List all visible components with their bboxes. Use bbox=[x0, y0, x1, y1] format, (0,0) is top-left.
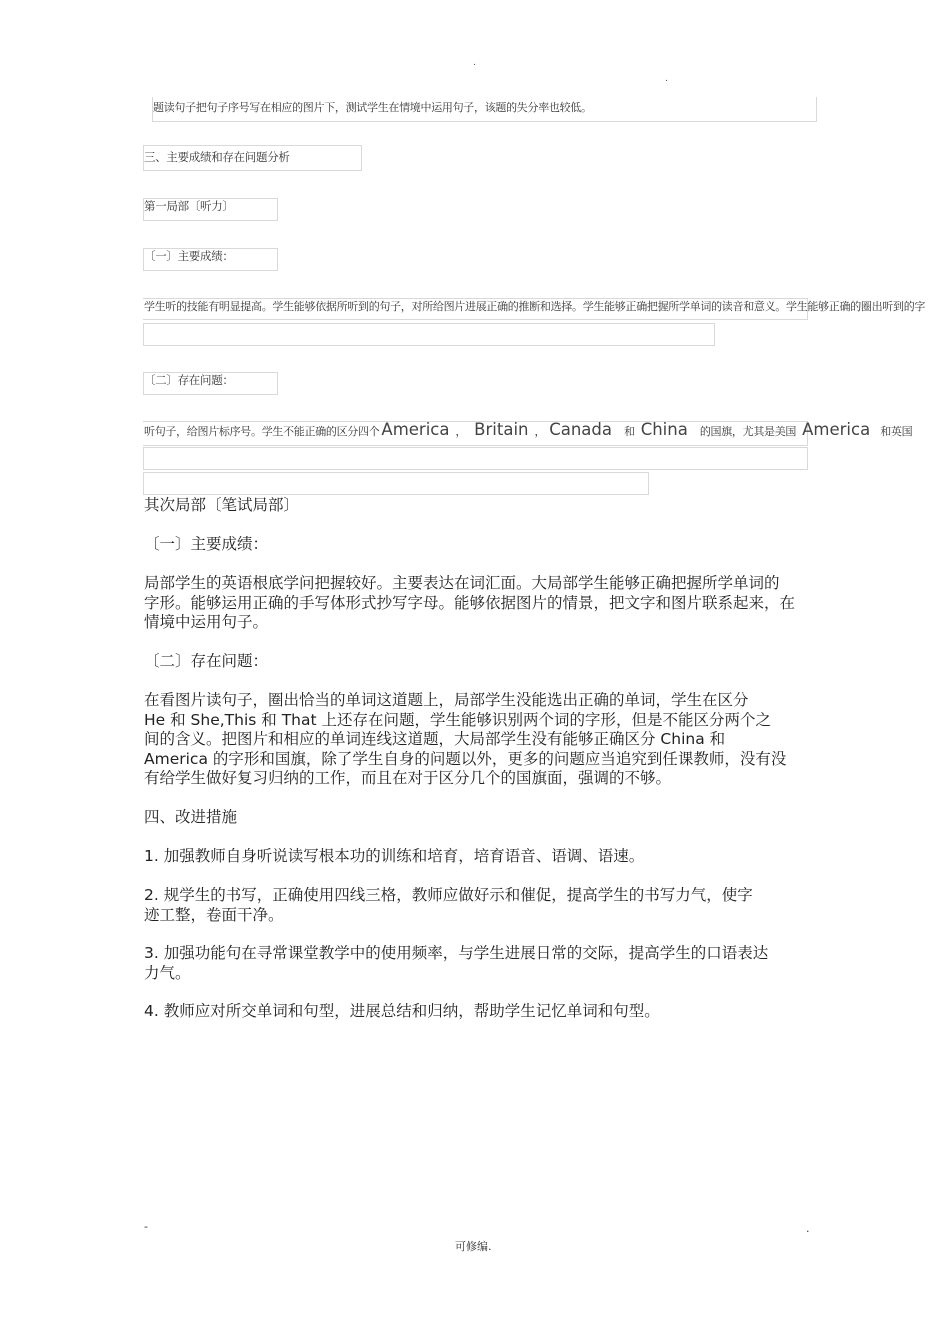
measure-line: 1. 加强教师自身听说读写根本功的训练和培育，培育语音、语调、语速。 bbox=[144, 847, 645, 865]
measure-item-1 bbox=[144, 847, 810, 867]
problems-text-a: 听句子，给图片标序号。学生不能正确的区分四个 bbox=[144, 425, 380, 438]
line-box bbox=[143, 472, 649, 495]
measure-item-3 bbox=[144, 944, 810, 983]
part2-title-text: 其次局部〔笔试局部〕 bbox=[144, 496, 300, 514]
word-china: China bbox=[640, 420, 688, 439]
paragraph-line: 有给学生做好复习归纳的工作，而且在对于区分几个的国旗面，强调的不够。 bbox=[144, 769, 672, 787]
part2-title bbox=[144, 496, 810, 516]
measure-line: 2. 规学生的书写，正确使用四线三格，教师应做好示和催促，提高学生的书写力气，使字 bbox=[144, 886, 753, 904]
measure-line: 3. 加强功能句在寻常课堂教学中的使用频率，与学生进展日常的交际，提高学生的口语表达 bbox=[144, 944, 769, 962]
part1-problems-text bbox=[144, 420, 912, 439]
footer-editable-note: 可修编. bbox=[455, 1240, 492, 1253]
header-dot-right: . bbox=[665, 74, 668, 84]
section-heading-4-text: 四、改进措施 bbox=[144, 808, 238, 826]
problems-text-flags: 的国旗，尤其是美国 bbox=[699, 425, 797, 438]
paragraph-line: 在看图片读句子，圈出恰当的单词这道题上，局部学生没能选出正确的单词，学生在区分 bbox=[144, 691, 749, 709]
footer-dash: - bbox=[144, 1220, 148, 1233]
paragraph-line: 间的含义。把图片和相应的单词连线这道题，大局部学生没有能够正确区分 China 和 bbox=[144, 730, 726, 748]
line-box bbox=[143, 323, 715, 346]
paragraph-line: 字形。能够运用正确的手写体形式抄写字母。能够依据图片的情景，把文字和图片联系起来，在 bbox=[144, 593, 796, 612]
part2-problems-label-text: 〔二〕存在问题： bbox=[144, 652, 269, 670]
word-america: America bbox=[381, 420, 450, 439]
comma: ， bbox=[455, 425, 467, 438]
paragraph-line: America 的字形和国旗，除了学生自身的问题以外，更多的问题应当追究到任课教师，没有没 bbox=[144, 749, 787, 768]
measure-item-2 bbox=[144, 886, 810, 925]
paragraph-line: 局部学生的英语根底学问把握较好。主要表达在词汇面。大局部学生能够正确把握所学单词的 bbox=[144, 574, 780, 592]
word-and: 和 bbox=[623, 425, 635, 438]
problems-text-britain: 和英国 bbox=[880, 425, 913, 438]
line-box bbox=[143, 447, 808, 470]
measure-line: 迹工整，卷面干净。 bbox=[144, 905, 284, 924]
footer-dot: . bbox=[806, 1222, 810, 1235]
part1-title: 第一局部〔听力〕 bbox=[144, 199, 234, 213]
measure-line: 力气。 bbox=[144, 963, 191, 982]
paragraph-line: 情境中运用句子。 bbox=[144, 613, 269, 631]
measure-line: 4. 教师应对所交单词和句型，进展总结和归纳，帮助学生记忆单词和句型。 bbox=[144, 1002, 660, 1020]
measure-item-4 bbox=[144, 1002, 810, 1022]
part1-achievements-label: 〔一〕主要成绩： bbox=[144, 249, 234, 263]
word-britain: Britain bbox=[474, 420, 529, 439]
part1-achievements-text: 学生听的技能有明显提高。学生能够依据所听到的句子，对所给图片进展正确的推断和选择。学生能够正确把握所学单词的读音和意义。学生能够正确的圈出听到的字 bbox=[144, 300, 926, 313]
part2-achievements-label-text: 〔一〕主要成绩： bbox=[144, 535, 269, 553]
intro-line: 题读句子把句子序号写在相应的图片下，测试学生在情境中运用句子，该题的失分率也较低。 bbox=[153, 101, 592, 114]
part1-problems-label: 〔二〕存在问题： bbox=[144, 373, 234, 387]
part2-achievements-label bbox=[144, 535, 810, 555]
part2-achievements-paragraph bbox=[144, 574, 810, 633]
word-america-2: America bbox=[802, 420, 871, 439]
header-dot-left: . bbox=[473, 58, 476, 68]
section-heading-3: 三、主要成绩和存在问题分析 bbox=[144, 150, 290, 164]
part2-problems-paragraph bbox=[144, 691, 810, 789]
part2-problems-label bbox=[144, 652, 810, 672]
comma: ， bbox=[534, 425, 546, 438]
word-canada: Canada bbox=[549, 420, 612, 439]
paragraph-line: He 和 She,This 和 That 上还存在问题，学生能够识别两个词的字形，但是不能区分两个之 bbox=[144, 710, 771, 729]
section-heading-4 bbox=[144, 808, 810, 828]
